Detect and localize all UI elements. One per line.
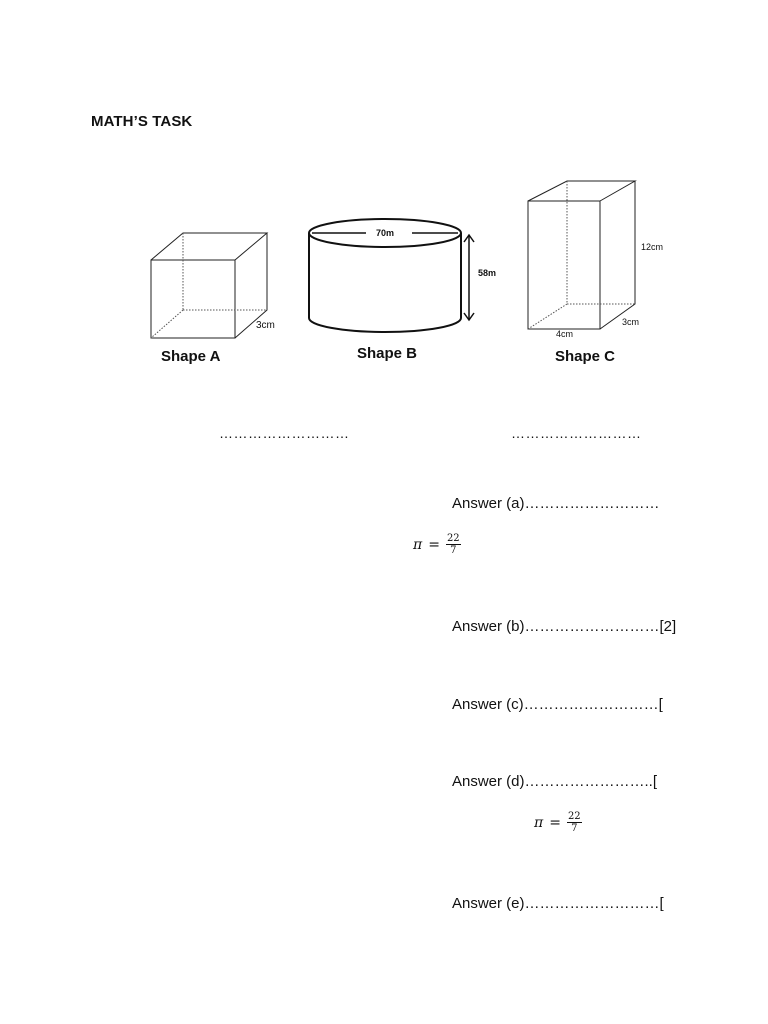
blank-line-left: ……………………… <box>219 425 350 441</box>
shape-c-label: Shape C <box>555 348 616 365</box>
fraction-numerator: 22 <box>567 811 581 822</box>
pi-formula-1 <box>413 533 461 556</box>
shape-c-cuboid-figure <box>525 178 640 333</box>
answer-e: Answer (e)………………………[ <box>452 895 664 912</box>
page-title: MATH’S TASK <box>91 113 193 130</box>
answer-d: Answer (d)……………………..[ <box>452 773 658 790</box>
pi-formula-2 <box>534 811 582 834</box>
shape-a-label: Shape A <box>161 348 221 365</box>
equals-sign: = <box>428 536 440 553</box>
answer-a: Answer (a)……………………… <box>452 495 660 512</box>
blank-line-right: ……………………… <box>511 425 642 441</box>
answer-b: Answer (b)………………………[2] <box>452 618 677 635</box>
shape-a-cube-figure <box>148 230 273 342</box>
equals-sign: = <box>549 814 561 831</box>
shape-b-cylinder-figure <box>306 214 486 336</box>
pi-symbol: π <box>534 814 544 831</box>
fraction <box>446 533 461 556</box>
pi-symbol: π <box>413 536 423 553</box>
fraction-numerator: 22 <box>446 533 460 544</box>
shape-a-dimension: 3cm <box>256 320 275 331</box>
shape-b-height: 58m <box>478 268 497 278</box>
shape-b-label: Shape B <box>357 345 418 362</box>
fraction <box>567 811 582 834</box>
fraction-denominator: 7 <box>450 545 457 556</box>
shape-c-length: 4cm <box>556 329 574 339</box>
fraction-denominator: 7 <box>571 823 578 834</box>
shape-c-width: 3cm <box>622 317 640 327</box>
shape-c-height: 12cm <box>641 242 664 252</box>
answer-c: Answer (c)………………………[ <box>452 696 663 713</box>
shape-b-diameter: 70m <box>376 228 395 238</box>
